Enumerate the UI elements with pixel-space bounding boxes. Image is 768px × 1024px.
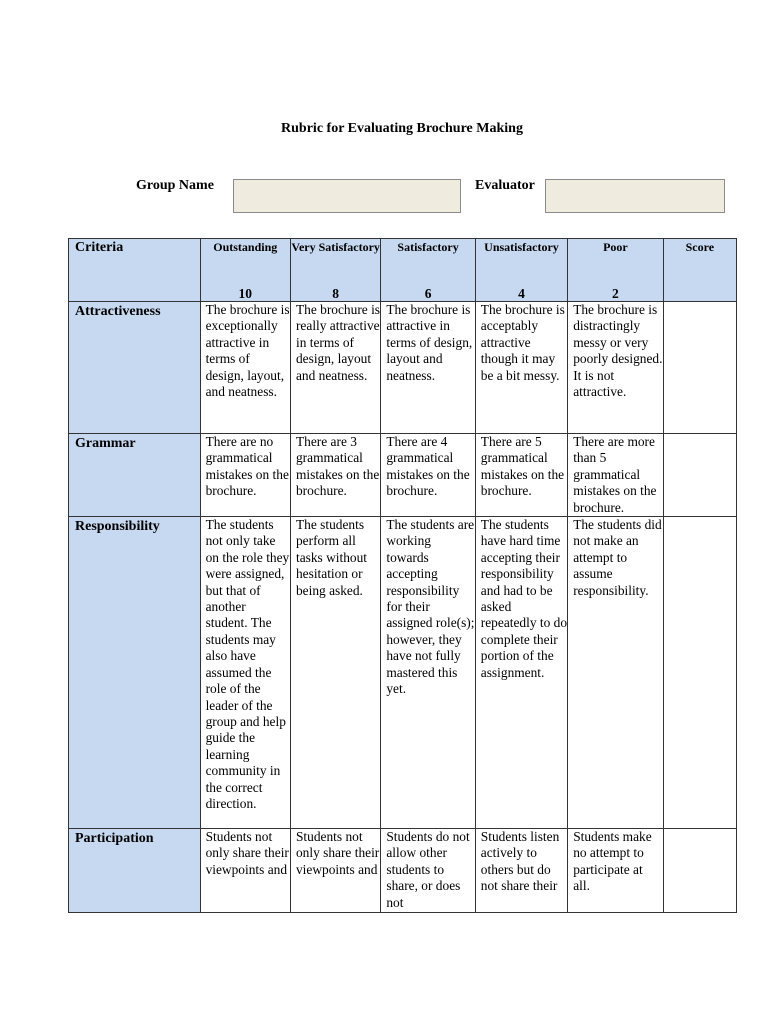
cell-unsatisfactory: Students listen actively to others but do not share their — [475, 829, 567, 913]
level-header-very-satisfactory — [290, 239, 380, 302]
cell-satisfactory: There are 4 grammatical mistakes on the brochure. — [381, 434, 475, 517]
cell-satisfactory: Students do not allow other students to share, or does not — [381, 829, 475, 913]
table-row — [69, 302, 737, 434]
cell-poor: There are more than 5 grammatical mistakes on the brochure. — [568, 434, 663, 517]
level-header-outstanding — [200, 239, 290, 302]
level-label: Outstanding — [213, 240, 278, 254]
level-header-satisfactory — [381, 239, 475, 302]
cell-outstanding: The brochure is exceptionally attractive in terms of design, layout, and neatness. — [200, 302, 290, 434]
criterion-responsibility: Responsibility — [69, 517, 201, 829]
evaluator-field[interactable] — [545, 179, 725, 213]
level-points: 4 — [518, 286, 525, 301]
table-row — [69, 829, 737, 913]
criteria-header: Criteria — [69, 239, 201, 302]
level-label: Unsatisfactory — [484, 240, 559, 254]
cell-unsatisfactory: There are 5 grammatical mistakes on the brochure. — [475, 434, 567, 517]
cell-poor: Students make no attempt to participate at all. — [568, 829, 663, 913]
table-row — [69, 517, 737, 829]
level-points: 10 — [238, 286, 253, 301]
level-label: Satisfactory — [397, 240, 459, 254]
cell-satisfactory: The brochure is attractive in terms of design, layout and neatness. — [381, 302, 475, 434]
level-points: 8 — [332, 286, 340, 301]
evaluator-label: Evaluator — [475, 178, 535, 193]
cell-unsatisfactory: The students have hard time accepting their responsibility and had to be asked repeatedly to do complete their portion of the assignment. — [475, 517, 567, 829]
score-cell[interactable] — [663, 829, 736, 913]
rubric-table — [68, 238, 737, 913]
level-label: Very Satisfactory — [291, 240, 380, 254]
table-row — [69, 434, 737, 517]
level-header-poor — [568, 239, 663, 302]
cell-very-satisfactory: Students not only share their viewpoints and — [290, 829, 380, 913]
score-header — [663, 239, 736, 302]
level-points: 2 — [612, 286, 619, 301]
cell-poor: The students did not make an attempt to assume responsibility. — [568, 517, 663, 829]
criterion-grammar: Grammar — [69, 434, 201, 517]
cell-unsatisfactory: The brochure is acceptably attractive though it may be a bit messy. — [475, 302, 567, 434]
group-name-field[interactable] — [233, 179, 461, 213]
cell-satisfactory: The students are working towards accepting responsibility for their assigned role(s); however, they have not fully mastered this yet. — [381, 517, 475, 829]
header-row — [69, 239, 737, 302]
criterion-attractiveness: Attractiveness — [69, 302, 201, 434]
cell-outstanding: Students not only share their viewpoints and — [200, 829, 290, 913]
cell-outstanding: The students not only take on the role they were assigned, but that of another student. The students may also have assumed the role of the leader of the group and help guide the learning community in the correct direction. — [200, 517, 290, 829]
cell-very-satisfactory: The students perform all tasks without hesitation or being asked. — [290, 517, 380, 829]
cell-very-satisfactory: The brochure is really attractive in terms of design, layout and neatness. — [290, 302, 380, 434]
score-cell[interactable] — [663, 302, 736, 434]
level-points: 6 — [424, 286, 432, 301]
level-header-unsatisfactory — [475, 239, 567, 302]
score-cell[interactable] — [663, 517, 736, 829]
group-name-label: Group Name — [136, 178, 214, 193]
cell-very-satisfactory: There are 3 grammatical mistakes on the brochure. — [290, 434, 380, 517]
cell-outstanding: There are no grammatical mistakes on the brochure. — [200, 434, 290, 517]
cell-poor: The brochure is distractingly messy or very poorly designed. It is not attractive. — [568, 302, 663, 434]
page-title: Rubric for Evaluating Brochure Making — [281, 121, 523, 136]
level-label: Poor — [603, 240, 628, 254]
score-header-label: Score — [685, 240, 715, 254]
criterion-participation: Participation — [69, 829, 201, 913]
score-cell[interactable] — [663, 434, 736, 517]
